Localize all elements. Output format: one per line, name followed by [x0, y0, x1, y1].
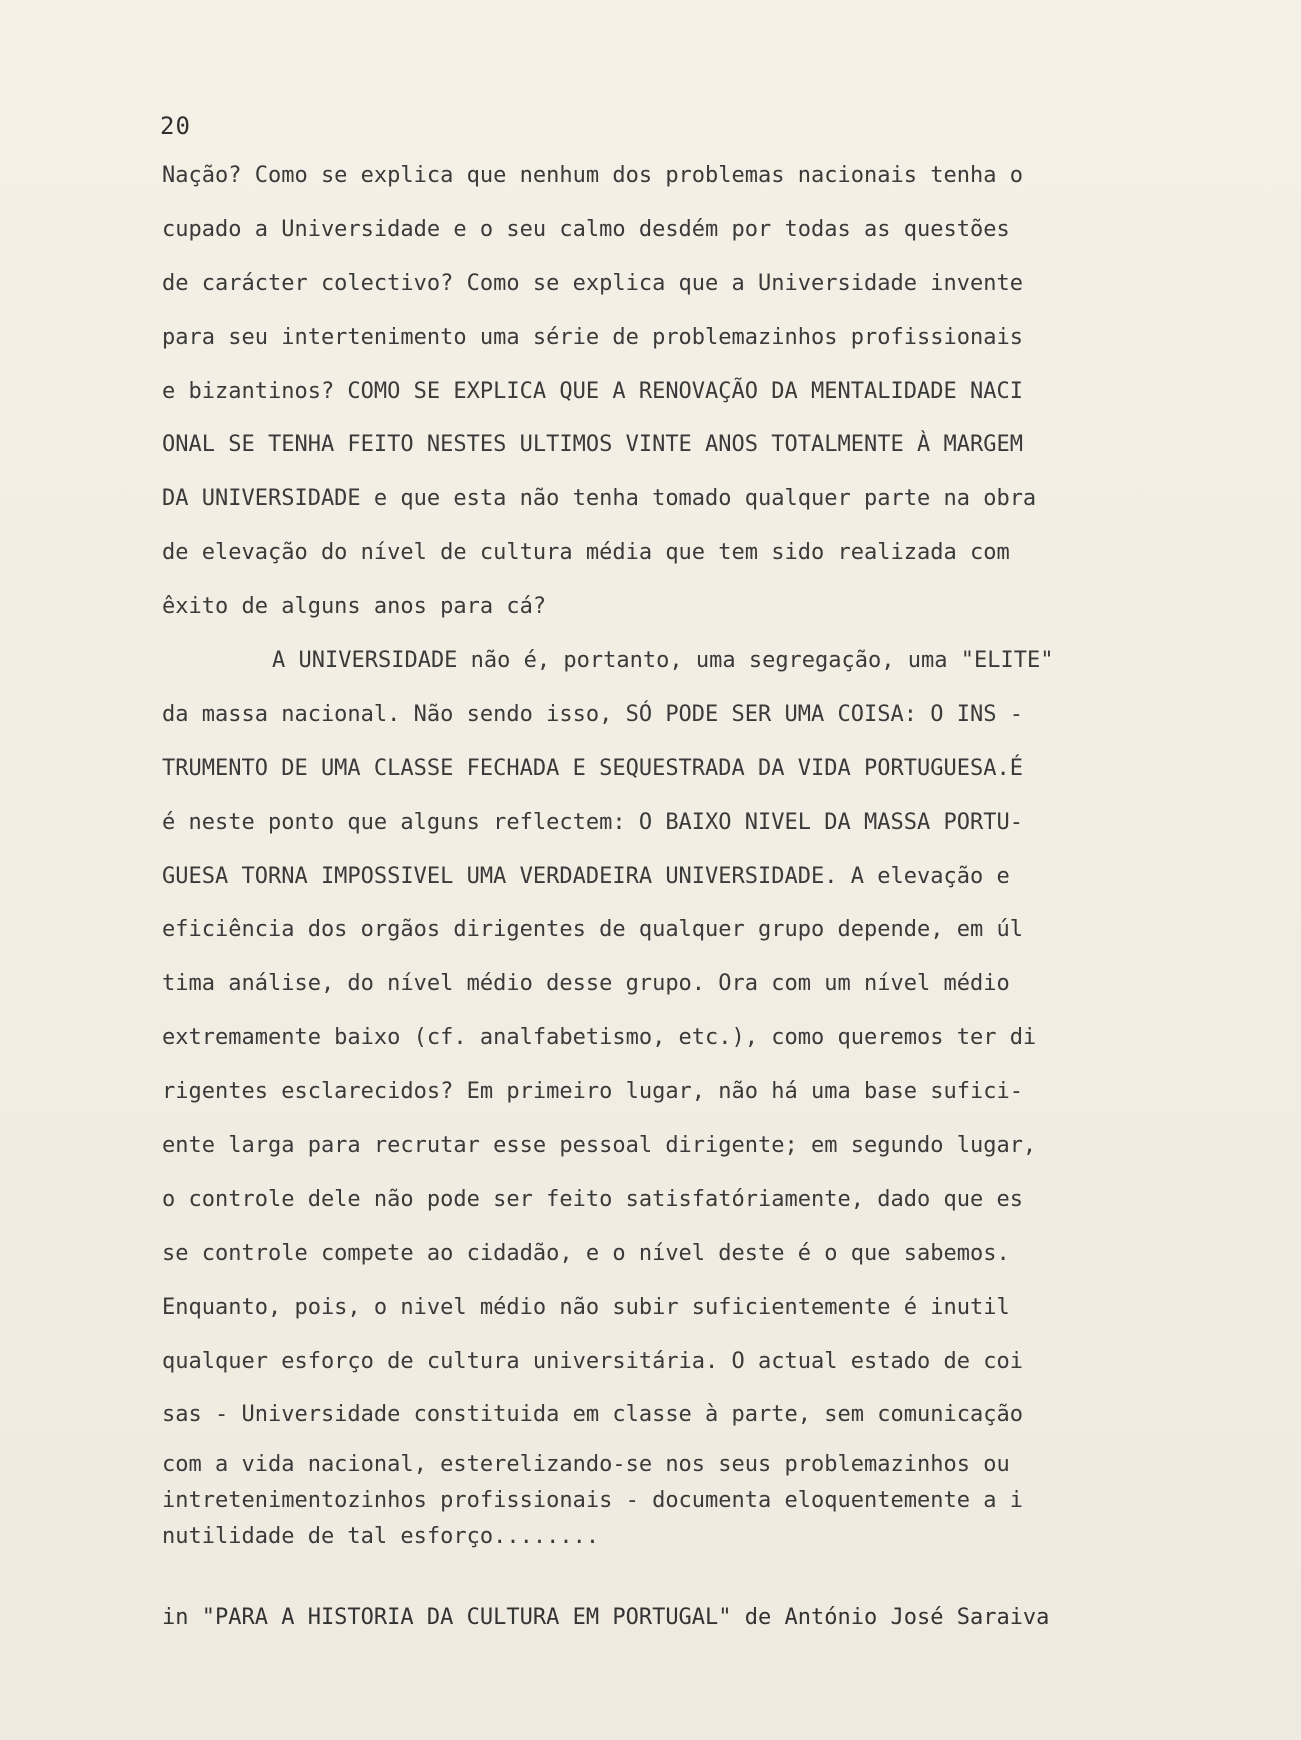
text-line: se controle compete ao cidadão, e o nível deste é o que sabemos. — [162, 1240, 1010, 1266]
text-line: é neste ponto que alguns reflectem: O BAIXO NIVEL DA MASSA PORTU- — [162, 809, 1023, 835]
text-line: ente larga para recrutar esse pessoal dirigente; em segundo lugar, — [162, 1133, 1037, 1159]
text-line: Nação? Como se explica que nenhum dos problemas nacionais tenha o — [162, 163, 1023, 188]
text-line: de carácter colectivo? Como se explica que a Universidade invente — [162, 270, 1023, 296]
text-line: sas - Universidade constituida em classe à parte, sem comunicação — [162, 1402, 1023, 1428]
text-line: o controle dele não pode ser feito satisfatóriamente, dado que es — [162, 1186, 1023, 1212]
text-line: DA UNIVERSIDADE e que esta não tenha tomado qualquer parte na obra — [162, 486, 1037, 512]
text-line: extremamente baixo (cf. analfabetismo, etc.), como queremos ter di — [162, 1025, 1037, 1051]
text-line: cupado a Universidade e o seu calmo desdém por todas as questões — [162, 216, 1010, 242]
paragraph-2 — [162, 641, 1202, 1557]
text-line: eficiência dos orgãos dirigentes de qualquer grupo depende, em úl — [162, 917, 1023, 943]
text-line: tima análise, do nível médio desse grupo. Ora com um nível médio — [162, 971, 1010, 997]
text-line: da massa nacional. Não sendo isso, SÓ PODE SER UMA COISA: O INS - — [162, 701, 1023, 727]
text-line: GUESA TORNA IMPOSSIVEL UMA VERDADEIRA UNIVERSIDADE. A elevação e — [162, 863, 1010, 889]
text-line: com a vida nacional, esterelizando-se nos seus problemazinhos ou — [162, 1452, 1010, 1478]
text-line: nutilidade de tal esforço........ — [162, 1524, 600, 1550]
page-number: 20 — [160, 112, 191, 140]
text-line: A UNIVERSIDADE não é, portanto, uma segregação, uma "ELITE" — [272, 648, 1054, 674]
text-line: êxito de alguns anos para cá? — [162, 594, 547, 620]
text-line: rigentes esclarecidos? Em primeiro lugar, não há uma base sufici- — [162, 1079, 1023, 1105]
text-line: TRUMENTO DE UMA CLASSE FECHADA E SEQUESTRADA DA VIDA PORTUGUESA.É — [162, 755, 1023, 781]
text-line: Enquanto, pois, o nivel médio não subir suficientemente é inutil — [162, 1294, 1010, 1320]
text-line: para seu intertenimento uma série de problemazinhos profissionais — [162, 324, 1023, 350]
text-line: de elevação do nível de cultura média que tem sido realizada com — [162, 540, 1010, 566]
text-line: qualquer esforço de cultura universitária. O actual estado de coi — [162, 1348, 1023, 1374]
text-line: ONAL SE TENHA FEITO NESTES ULTIMOS VINTE ANOS TOTALMENTE À MARGEM — [162, 432, 1023, 458]
text-line: e bizantinos? COMO SE EXPLICA QUE A RENOVAÇÃO DA MENTALIDADE NACI — [162, 378, 1023, 404]
source-citation: in "PARA A HISTORIA DA CULTURA EM PORTUGAL" de António José Saraiva — [162, 1605, 1050, 1630]
text-line: intretenimentozinhos profissionais - documenta eloquentemente a i — [162, 1488, 1023, 1514]
paragraph-1 — [162, 156, 1202, 641]
document-body — [162, 156, 1202, 1557]
